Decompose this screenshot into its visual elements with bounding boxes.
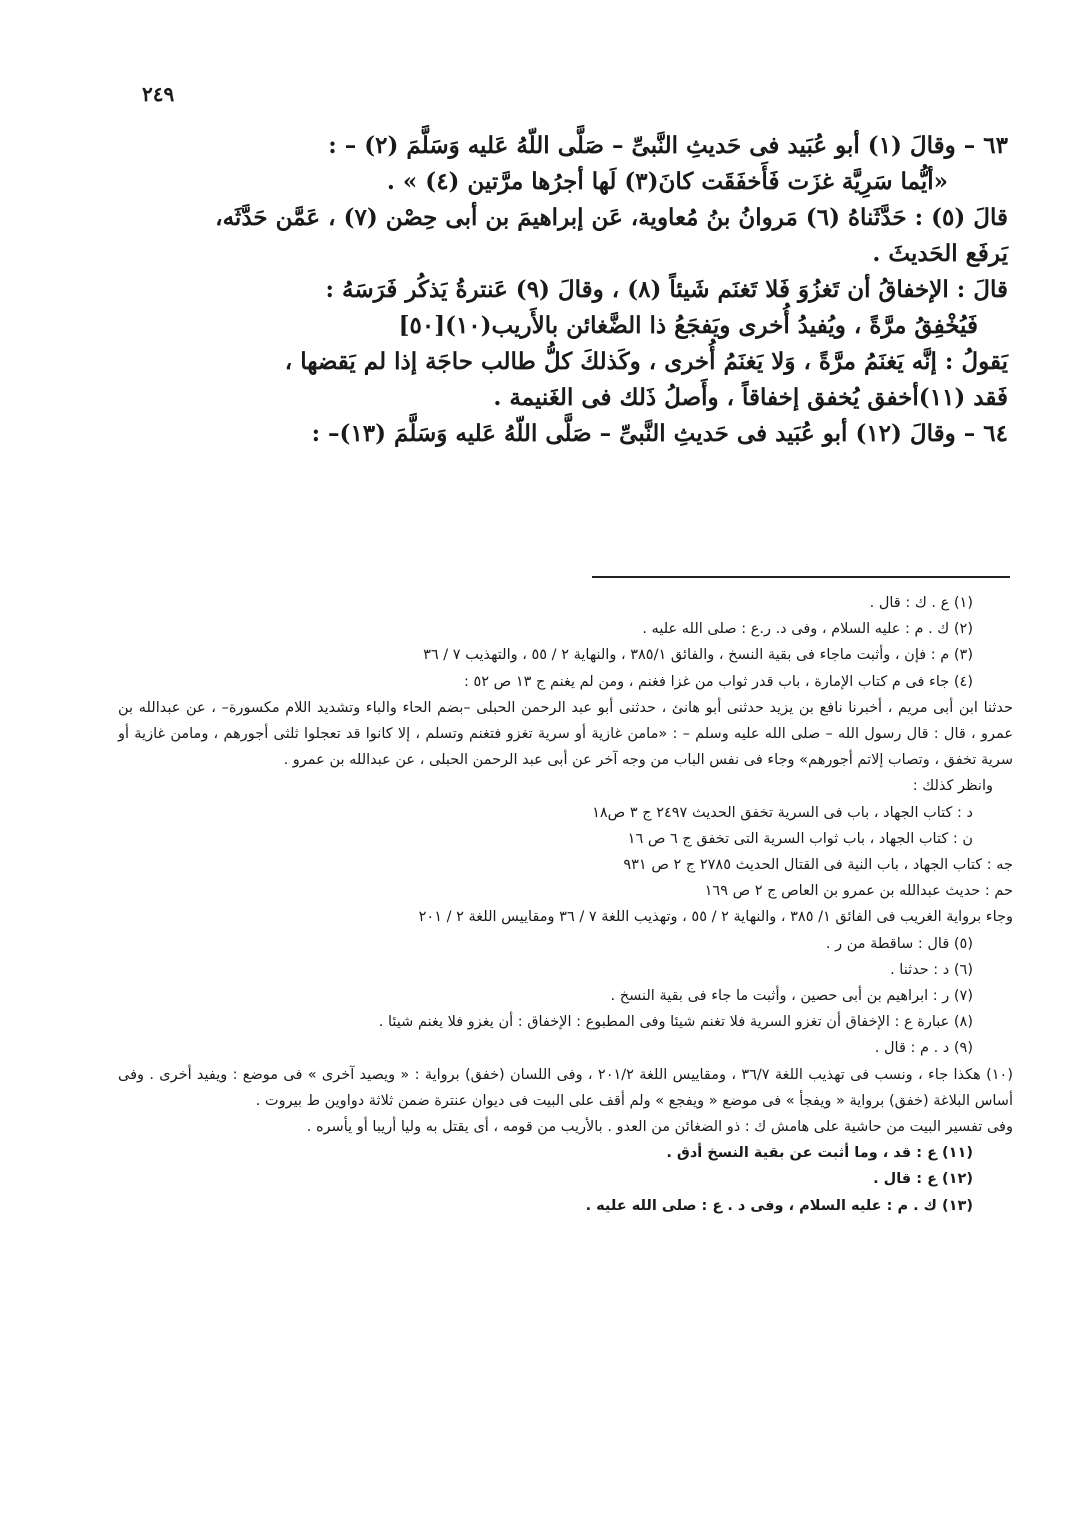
footnote: (١٢) ع : قال . [873,1171,973,1188]
footnote: (٨) عبارة ع : الإخفاق أن تغزو السرية فلا تغنم شيئا وفى المطبوع : الإخفاق : أن يغزو فلا يغنم شيئا . [378,1014,973,1031]
reference: جه : كتاب الجهاد ، باب النية فى القتال الحديث ٢٧٨٥ ج ٢ ص ٩٣١ [623,857,1013,874]
footnotes [118,590,1013,1219]
footnote: (٦) د : حدثنا . [890,961,973,978]
main-line: قالَ (٥) : حَدَّثَناهُ (٦) مَروانُ بنُ مُعاوية، عَن إبراهيمَ بن أبى حِصْن (٧) ، عَمَّن حَدَّثَه، [215,204,1008,231]
main-line: قالَ : الإخفاقُ أن تَغزُوَ فَلا تَغنَم شَيئاً (٨) ، وقالَ (٩) عَنترةُ يَذكُر فَرَسَهُ : [325,276,1008,303]
footnote-10: (١٠) هكذا جاء ، ونسب فى تهذيب اللغة ٣٦/٧ ، ومقاييس اللغة ٢٠١/٢ ، وفى اللسان (خفق) برواية : « ويصيد آخرى » فى موضع : ويفيد أخرى . وفى أساس البلاغة (خفق) برواية « ويفجأ » فى موضع « ويفجع » ولم أقف على البيت فى ديوان عنترة ضمن ثلاثة دواوين ط بيروت . [118,1066,1013,1109]
footnote-divider [592,576,1010,578]
reference: د : كتاب الجهاد ، باب فى السرية تخفق الحديث ٢٤٩٧ ج ٣ ص١٨ [592,804,973,821]
footnote: (٧) ر : ابراهيم بن أبى حصين ، وأثبت ما جاء فى بقية النسخ . [610,988,973,1005]
reference: ن : كتاب الجهاد ، باب ثواب السرية التى تخفق ج ٦ ص ١٦ [627,830,973,847]
footnote: (١) ع . ك : قال . [869,595,973,611]
see-also-label: وانظر كذلك : [912,778,993,795]
main-text [118,130,1008,454]
hadith-text: حدثنا ابن أبى مريم ، أخبرنا نافع بن يزيد حدثنى أبو هانئ ، حدثنى أبو عبد الرحمن الحبلى –بضم الحاء والباء وتشديد اللام مكسورة– ، عن عبدالله بن عمرو ، قال : قال رسول الله – صلى الله عليه وسلم – : «مامن غازية أو سرية تغزو فتغنم وتسلم ، إلا كانوا قد تعجلوا ثلثى أجورهم ، ومامن غازية أو سرية تخفق ، وتصاب إلاتم أجورهم» وجاء فى نفس الباب من وجه آخر عن أبى عبد الرحمن الحبلى ، عن عبدالله بن عمرو . [118,699,1013,769]
main-line: ٦٣ – وقالَ (١) أبو عُبَيد فى حَديثِ النَّبىِّ – صَلَّى اللّهُ عَليه وَسَلَّمَ (٢) – : [328,132,1008,159]
main-line: يَرفَع الحَديثَ . [872,240,1008,267]
footnote: (٩) د . م : قال . [874,1040,973,1057]
main-line: يَقولُ : إنَّه يَغنَمُ مرَّةً ، وَلا يَغنَمُ أُخرى ، وكَذلكَ كلُّ طالب حاجَة إذا لم يَقضها ، [284,348,1008,375]
footnote: (١١) ع : قد ، وما أثبت عن بقية النسخ أدق . [666,1145,973,1162]
reference: حم : حديث عبدالله بن عمرو بن العاص ج ٢ ص ١٦٩ [704,883,1013,900]
footnote: (٢) ك . م : عليه السلام ، وفى د. ر.ع : صلى الله عليه . [642,621,973,638]
main-line: فَقد (١١)أخفق يُخفق إخفاقاً ، وأَصلُ ذَلك فى الغَنيمة . [493,384,1008,411]
tafsir-note: وفى تفسير البيت من حاشية على هامش ك : ذو الضغائن من العدو . بالأريب من قومه ، أى يقتل به وليا أريبا أو يأسره . [306,1119,1013,1136]
ghareeb-line: وجاء برواية الغريب فى الفائق ١/ ٣٨٥ ، والنهاية ٢ / ٥٥ ، وتهذيب اللغة ٧ / ٣٦ ومقاييس اللغة ٢ / ٢٠١ [418,909,1013,926]
main-line: «أيُّما سَرِيَّة غزَت فَأَخفَقَت كانَ(٣) لَها أجرُها مرَّتين (٤) » . [386,168,948,195]
poem-verse: فَيُخْفِقُ مرَّةً ، ويُفيدُ أُخرى ويَفجَعُ ذا الضَّغائن بالأَريب(١٠)[٥٠] [398,312,978,339]
footnote: (٥) قال : ساقطة من ر . [825,935,973,952]
footnote: (٣) م : فإن ، وأثبت ماجاء فى بقية النسخ ، والفائق ٣٨٥/١ ، والنهاية ٢ / ٥٥ ، والتهذيب ٧ / ٣٦ [423,647,973,664]
page-number: ٢٤٩ [142,82,175,106]
main-line: ٦٤ – وقالَ (١٢) أبو عُبَيد فى حَديثِ النَّبىِّ – صَلَّى اللّهُ عَليه وَسَلَّمَ (١٣)– : [311,420,1008,447]
footnote: (٤) جاء فى م كتاب الإمارة ، باب قدر ثواب من غزا فغنم ، ومن لم يغنم ج ١٣ ص ٥٢ : [464,673,973,690]
footnote: (١٣) ك . م : عليه السلام ، وفى د . ع : صلى الله عليه . [585,1197,973,1214]
